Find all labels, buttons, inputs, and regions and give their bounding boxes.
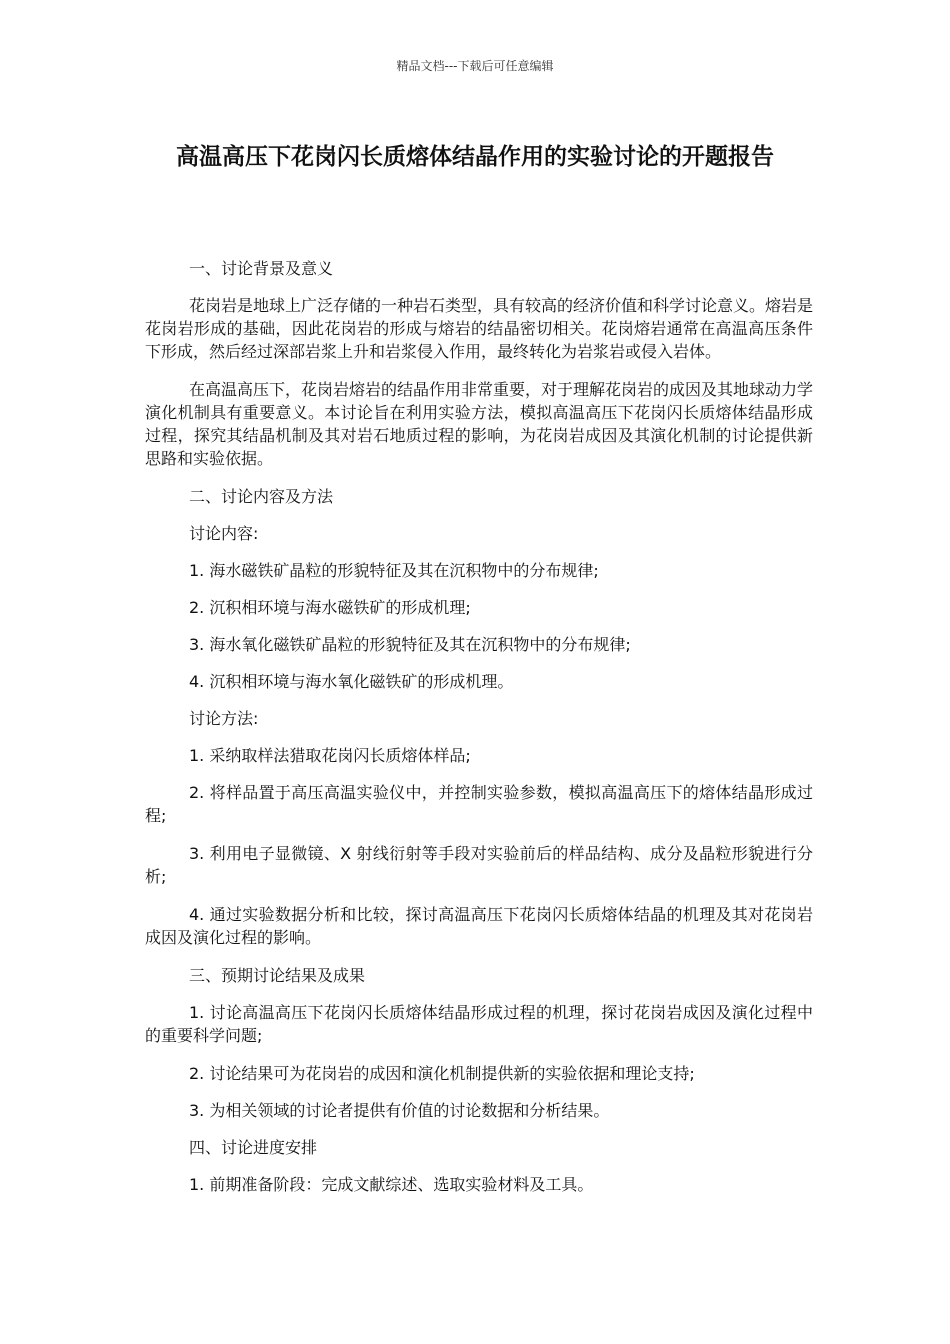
list-item: 2. 沉积相环境与海水磁铁矿的形成机理; [189,598,471,617]
section-heading-background: 一、讨论背景及意义 [189,259,334,278]
list-item: 4. 通过实验数据分析和比较，探讨高温高压下花岗闪长质熔体结晶的机理及其对花岗岩成因及演化过程的影响。 [145,905,813,947]
list-item: 1. 讨论高温高压下花岗闪长质熔体结晶形成过程的机理，探讨花岗岩成因及演化过程中的重要科学问题; [145,1003,813,1045]
list-item: 1. 采纳取样法猎取花岗闪长质熔体样品; [189,746,471,765]
list-item: 3. 海水氧化磁铁矿晶粒的形貌特征及其在沉积物中的分布规律; [189,635,631,654]
header-note: 精品文档---下载后可任意编辑 [396,59,554,73]
list-item: 3. 为相关领域的讨论者提供有价值的讨论数据和分析结果。 [189,1101,610,1120]
section-heading-schedule: 四、讨论进度安排 [189,1138,318,1157]
paragraph: 花岗岩是地球上广泛存储的一种岩石类型，具有较高的经济价值和科学讨论意义。熔岩是花岗岩形成的基础，因此花岗岩的形成与熔岩的结晶密切相关。花岗熔岩通常在高温高压条件下形成，然后经过深部岩浆上升和岩浆侵入作用，最终转化为岩浆岩或侵入岩体。 [145,296,814,361]
list-item: 2. 讨论结果可为花岗岩的成因和演化机制提供新的实验依据和理论支持; [189,1064,695,1083]
list-item: 2. 将样品置于高压高温实验仪中，并控制实验参数，模拟高温高压下的熔体结晶形成过程; [145,783,813,825]
list-item: 4. 沉积相环境与海水氧化磁铁矿的形成机理。 [189,672,514,691]
subheading-content: 讨论内容: [189,524,259,543]
subheading-method: 讨论方法: [189,709,259,728]
section-heading-content-method: 二、讨论内容及方法 [189,487,334,506]
paragraph: 在高温高压下，花岗岩熔岩的结晶作用非常重要，对于理解花岗岩的成因及其地球动力学演化机制具有重要意义。本讨论旨在利用实验方法，模拟高温高压下花岗闪长质熔体结晶形成过程，探究其结晶机制及其对岩石地质过程的影响，为花岗岩成因及其演化机制的讨论提供新思路和实验依据。 [145,380,814,468]
list-item: 3. 利用电子显微镜、X 射线衍射等手段对实验前后的样品结构、成分及晶粒形貌进行分析; [145,844,813,886]
list-item: 1. 海水磁铁矿晶粒的形貌特征及其在沉积物中的分布规律; [189,561,599,580]
document-title: 高温高压下花岗闪长质熔体结晶作用的实验讨论的开题报告 [176,144,774,170]
list-item: 1. 前期准备阶段：完成文献综述、选取实验材料及工具。 [189,1175,594,1194]
section-heading-expected-results: 三、预期讨论结果及成果 [189,966,366,985]
document-body [145,257,813,1210]
